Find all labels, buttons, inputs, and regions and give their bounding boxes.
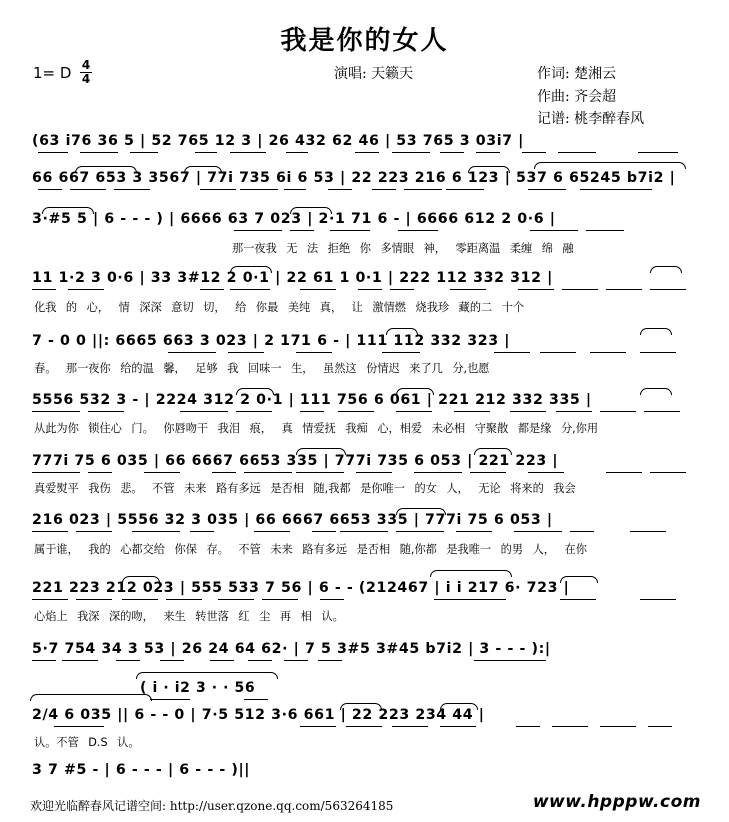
composer-credit: 作曲: 齐会超 xyxy=(537,89,617,105)
key-signature: 1= D xyxy=(33,64,72,82)
score-row-12: 3 7 #5 - | 6 - - - | 6 - - - )|| xyxy=(32,762,251,778)
lyric-row-4: 化我 的 心， 情 深深 意切 切， 给 你最 美纯 真， 让 激情燃 烧我珍 藏的二 十个 xyxy=(34,301,525,314)
lyric-row-5: 春。 那一夜你 给的温 馨， 足够 我 回味一 生， 虽然这 份情迟 来了几 分,也愿 xyxy=(34,362,490,375)
score-row-1: (63 i76 36 5 | 52 765 12 3 | 26 432 62 46 | 53 765 3 03i7 | xyxy=(32,133,524,149)
score-row-6: 5556 532 3 - | 2224 312 2 0·1 | 111 756 6 061 | 221 212 332 335 | xyxy=(32,392,592,408)
time-signature-bottom: 4 xyxy=(81,72,91,86)
lyric-row-8: 属于谁， 我的 心都交给 你保 存。 不管 未来 路有多远 是否相 随,你都 是我唯一 的男 人， 在你 xyxy=(34,543,587,556)
footer-site-logo: www.hpppw.com xyxy=(532,792,701,812)
score-row-9: 221 223 212 023 | 555 533 7 56 | 6 - - (212467 | i i 217 6· 723 | xyxy=(32,580,570,596)
score-row-8: 216 023 | 5556 32 3 035 | 66 6667 6653 335 | 777i 75 6 053 | xyxy=(32,512,553,528)
time-signature xyxy=(80,60,92,85)
lyric-row-7: 真爱熨平 我伤 悲。 不管 未来 路有多远 是否相 随,我都 是你唯一 的女 人， 无论 将来的 我会 xyxy=(34,482,576,495)
score-row-2: 66 667 653 3 3567 | 77i 735 6i 6 53 | 22 223 216 6 123 | 537 6 65245 b7i2 | xyxy=(32,170,676,186)
lyricist-credit: 作词: 楚湘云 xyxy=(537,66,617,82)
time-signature-top: 4 xyxy=(81,58,91,72)
lyric-row-11: 认。不管 D.S 认。 xyxy=(34,736,140,749)
score-row-4: 11 1·2 3 0·6 | 33 3#12 2 0·1 | 22 61 1 0·1 | 222 112 332 312 | xyxy=(32,270,553,286)
transcriber-credit: 记谱: 桃李醉春风 xyxy=(537,111,645,127)
song-title: 我是你的女人 xyxy=(280,26,449,56)
bracket-fragment: ( i · i2 3 · · 56 xyxy=(140,680,256,696)
score-row-11: 2/4 6 035 || 6 - - 0 | 7·5 512 3·6 661 | 22 223 234 44 | xyxy=(32,707,485,723)
score-row-10: 5·7 754 34 3 53 | 26 24 64 62· | 7 5 3#5 3#45 b7i2 | 3 - - - ):| xyxy=(32,641,551,657)
lyric-row-6: 从此为你 锁住心 门。 你唇吻干 我泪 痕， 真 情爱抚 我痴 心，相爱 未必相 守聚散 都是缘 分,你用 xyxy=(34,422,599,435)
score-row-3: 3·#5 5 | 6 - - - ) | 6666 63 7 023 | 2·1 71 6 - | 6666 612 2 0·6 | xyxy=(32,211,556,227)
lyric-row-3: 那一夜我 无 法 拒绝 你 多情眼 神， 零距离温 柔缠 绵 融 xyxy=(232,242,574,255)
footer-visit-text: 欢迎光临醉春风记谱空间: http://user.qzone.qq.com/563264185 xyxy=(30,799,394,813)
lyric-row-9: 心焰上 我深 深的吻， 来生 转世落 红 尘 再 相 认。 xyxy=(34,610,344,623)
score-row-7: 777i 75 6 035 | 66 6667 6653 335 | 777i 735 6 053 | 221 223 | xyxy=(32,453,559,469)
score-row-5: 7 - 0 0 ||: 6665 663 3 023 | 2 171 6 - | 111 112 332 323 | xyxy=(32,333,511,349)
singer-credit: 演唱: 天籁天 xyxy=(334,66,414,82)
